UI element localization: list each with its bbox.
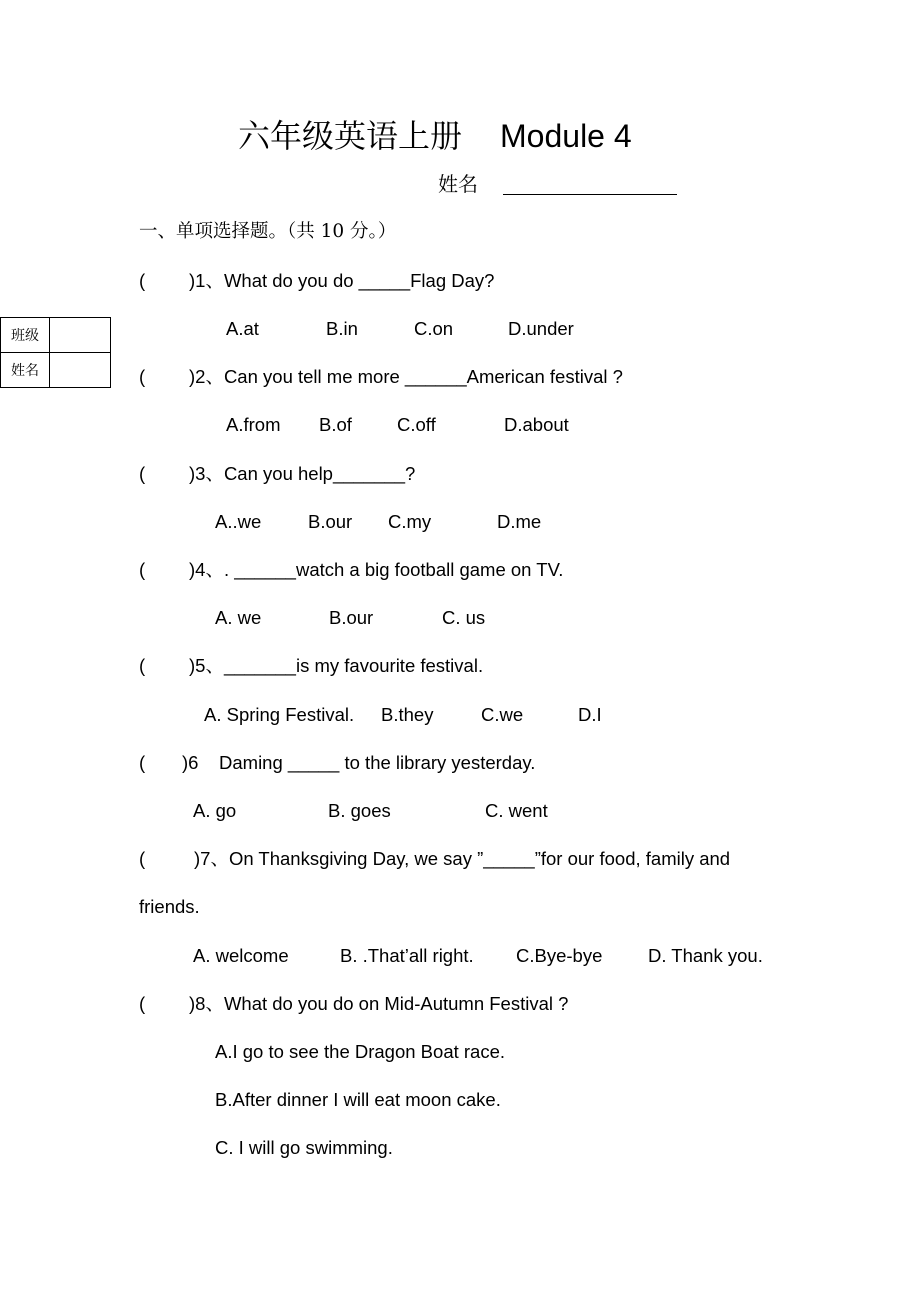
option: A. go — [193, 800, 237, 821]
option: A. Spring Festival. — [204, 704, 355, 725]
option: A. welcome — [193, 945, 289, 966]
answer-paren[interactable]: ( — [139, 463, 146, 484]
side-name-label: 姓名 — [1, 353, 50, 388]
answer-paren[interactable]: ( — [139, 993, 146, 1014]
section-heading: 一、单项选择题。（共 10 分。） — [139, 221, 397, 242]
option: A.I go to see the Dragon Boat race. — [215, 1041, 506, 1062]
class-label: 班级 — [1, 318, 50, 353]
option: B.in — [326, 318, 358, 339]
option: B.our — [308, 511, 353, 532]
option: D.me — [497, 511, 542, 532]
option: C.Bye-bye — [516, 945, 603, 966]
option: B.After dinner I will eat moon cake. — [215, 1089, 501, 1110]
class-field[interactable] — [50, 318, 111, 353]
option: A.from — [226, 414, 281, 435]
question-4: )4、. ______watch a big football game on TV. — [189, 559, 564, 580]
question-2: )2、Can you tell me more ______American festival ? — [189, 366, 623, 387]
answer-paren[interactable]: ( — [139, 559, 146, 580]
option: A.at — [226, 318, 259, 339]
question-1: )1、What do you do _____Flag Day? — [189, 270, 495, 291]
name-blank[interactable] — [503, 194, 677, 195]
option: D.I — [578, 704, 602, 725]
answer-paren[interactable]: ( — [139, 848, 146, 869]
option: C.off — [397, 414, 436, 435]
answer-paren[interactable]: ( — [139, 366, 146, 387]
question-3: )3、Can you help_______? — [189, 463, 416, 484]
title-module: Module 4 — [500, 118, 632, 154]
answer-paren[interactable]: ( — [139, 752, 146, 773]
class-name-table — [0, 317, 111, 388]
question-7-continuation: friends. — [139, 896, 200, 917]
option: C.my — [388, 511, 432, 532]
option: D.under — [508, 318, 574, 339]
option: D.about — [504, 414, 569, 435]
option: B.they — [381, 704, 434, 725]
option: A. we — [215, 607, 262, 628]
option: C.we — [481, 704, 524, 725]
option: A..we — [215, 511, 262, 532]
title-chinese: 六年级英语上册 — [238, 117, 463, 155]
side-name-field[interactable] — [50, 353, 111, 388]
answer-paren[interactable]: ( — [139, 270, 146, 291]
option: C. went — [485, 800, 548, 821]
option: D. Thank you. — [648, 945, 763, 966]
option: B.our — [329, 607, 374, 628]
question-7: )7、On Thanksgiving Day, we say ”_____”for our food, family and — [194, 848, 731, 869]
question-6: )6 Daming _____ to the library yesterday. — [182, 752, 536, 773]
option: B. goes — [328, 800, 391, 821]
name-label: 姓名 — [438, 172, 478, 196]
answer-paren[interactable]: ( — [139, 655, 146, 676]
option: C. us — [442, 607, 486, 628]
page-title — [238, 114, 632, 158]
option: C. I will go swimming. — [215, 1137, 393, 1158]
option: B.of — [319, 414, 352, 435]
option: C.on — [414, 318, 454, 339]
option: B. .That’all right. — [340, 945, 474, 966]
question-5: )5、_______is my favourite festival. — [189, 655, 484, 676]
question-8: )8、What do you do on Mid-Autumn Festival ? — [189, 993, 569, 1014]
